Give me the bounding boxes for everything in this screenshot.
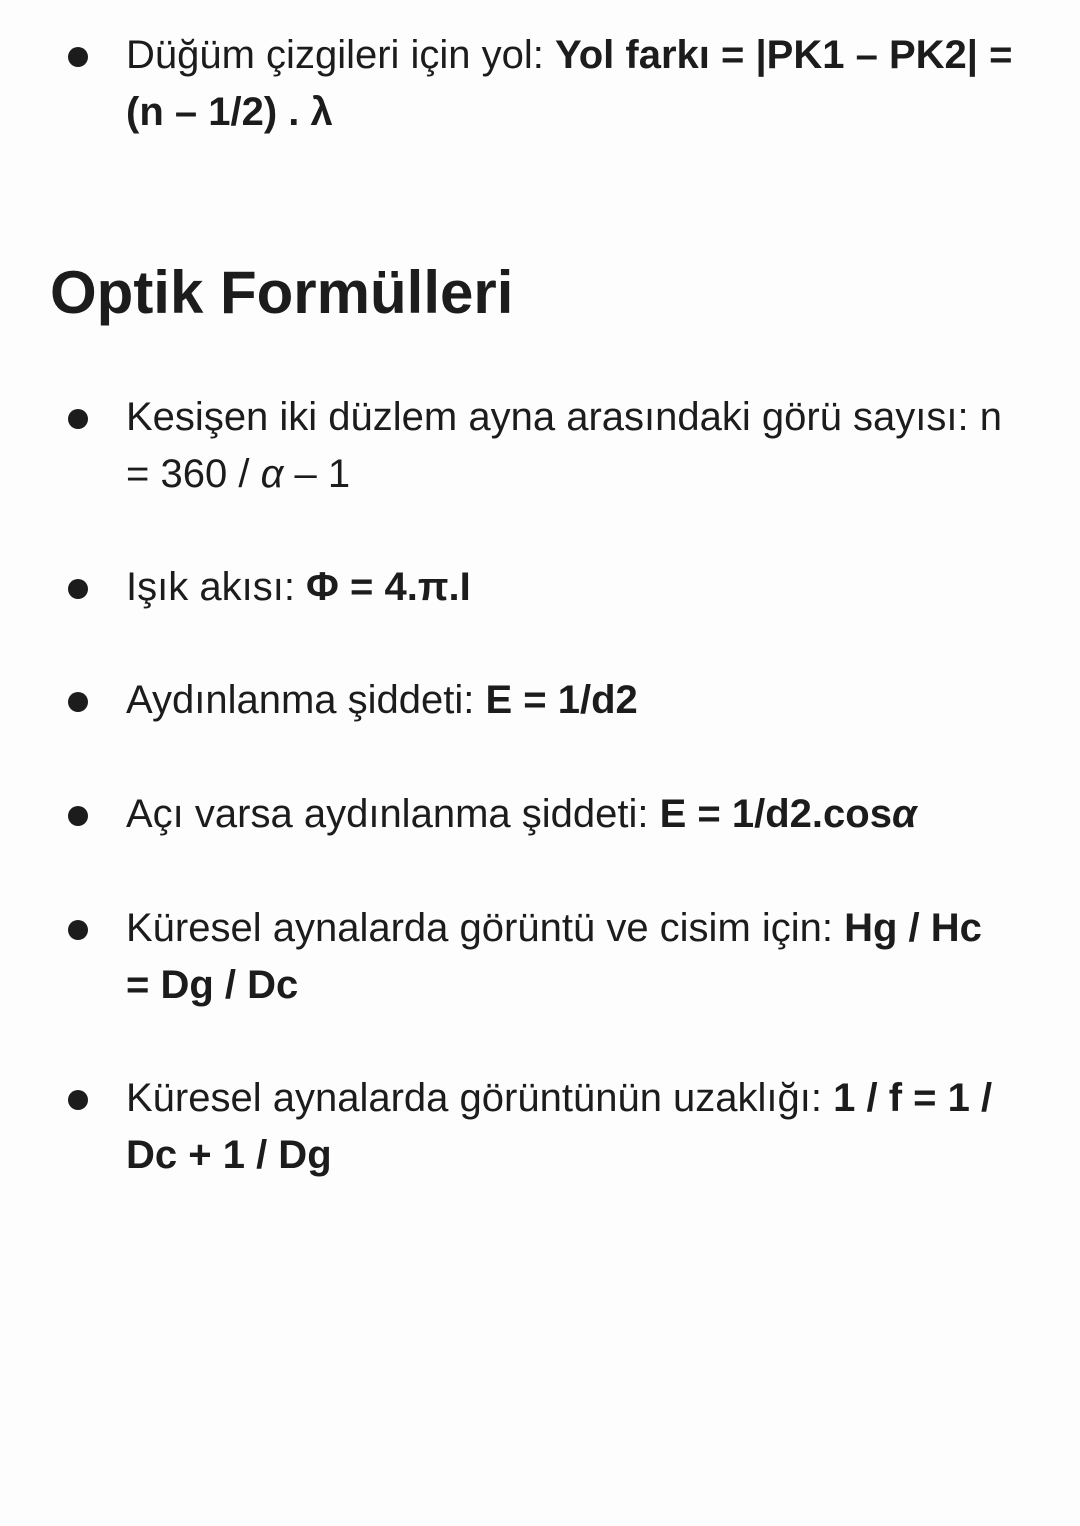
list-item-text bbox=[126, 900, 1016, 1014]
item-formula-variable: α bbox=[260, 452, 284, 496]
list-item-text bbox=[126, 672, 1016, 729]
list-item-text bbox=[126, 786, 1016, 843]
item-formula: E = 1/d2.cos bbox=[659, 792, 892, 836]
item-label: Küresel aynalarda görüntü ve cisim için: bbox=[126, 906, 845, 950]
item-formula: 1 / f = 1 / Dc + 1 / Dg bbox=[126, 1076, 993, 1177]
item-label: Açı varsa aydınlanma şiddeti: bbox=[126, 792, 660, 836]
list-item-text bbox=[126, 27, 1016, 141]
item-label: Aydınlanma şiddeti: bbox=[126, 678, 486, 722]
item-formula: Yol farkı = |PK1 – PK2| = (n – 1/2) . λ bbox=[126, 33, 1013, 134]
bullet-dot-icon bbox=[68, 920, 88, 940]
bullet-dot-icon bbox=[68, 692, 88, 712]
bullet-dot-icon bbox=[68, 1090, 88, 1110]
item-label: Küresel aynalarda görüntünün uzaklığı: bbox=[126, 1076, 834, 1120]
list-item-text bbox=[126, 559, 1016, 616]
item-label: Işık akısı: bbox=[126, 565, 307, 609]
item-formula: Hg / Hc = Dg / Dc bbox=[126, 906, 982, 1007]
item-label: Kesişen iki düzlem ayna arasındaki görü sayısı: bbox=[126, 395, 980, 439]
list-item-text bbox=[126, 389, 1016, 503]
bullet-dot-icon bbox=[68, 806, 88, 826]
item-label: Düğüm çizgileri için yol: bbox=[126, 33, 556, 77]
item-formula-post: – 1 bbox=[283, 452, 351, 496]
item-formula-variable: α bbox=[891, 792, 917, 836]
item-formula-pre: n = 360 / bbox=[126, 395, 1002, 496]
list-item-text bbox=[126, 1070, 1016, 1184]
bullet-dot-icon bbox=[68, 579, 88, 599]
item-formula: E = 1/d2 bbox=[485, 678, 638, 722]
section-title: Optik Formülleri bbox=[50, 259, 514, 326]
bullet-dot-icon bbox=[68, 409, 88, 429]
item-formula: Φ = 4.π.I bbox=[306, 565, 471, 609]
bullet-dot-icon bbox=[68, 47, 88, 67]
